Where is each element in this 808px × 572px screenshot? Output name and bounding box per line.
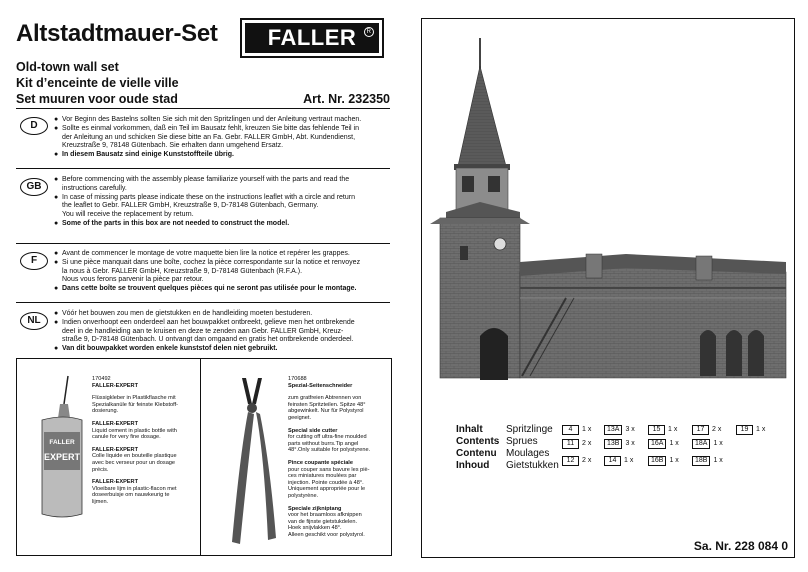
product-text-block [288,506,386,539]
part-quantity: 1 x [582,426,592,433]
product-text-line: doseerbuisje om nauwkeurig te [92,492,170,499]
sa-number: Sa. Nr. 228 084 0 [693,539,788,553]
part-quantity: 1 x [713,457,723,464]
bullet-icon: ● [54,151,59,159]
product-block-title: Speciale zijkniptang [288,505,342,512]
part-quantity: 3 x [625,440,635,447]
product-text-line: lijmen. [92,498,109,505]
part-quantity: 1 x [668,426,678,433]
bullet-icon: ● [54,285,59,293]
section-divider [16,243,390,244]
instruction-text: Vor Beginn des Bastelns sollten Sie sich mit den Spritzlingen und der Anleitung vertraut machen. [62,116,362,123]
instruction-line [54,310,388,319]
glue-name: FALLER-EXPERT [92,382,138,389]
part-entry [736,425,765,435]
instruction-text: straße 9, D-78148 Gütenbach. U ontvangt dan omgaand en gratis het ontbrekende onderdeel. [62,336,354,344]
part-entry [692,425,721,435]
product-text-block [288,428,386,454]
instruction-line [54,258,388,268]
product-text-line: Hoek snijvlakken 48°. [288,525,342,532]
instruction-line [54,124,388,134]
product-block-title: FALLER-EXPERT [92,420,138,427]
product-text-block [92,395,196,415]
product-text-line: abgewinkelt. Nur für Polystyrol [288,408,364,415]
part-entry [562,425,591,435]
part-quantity: 1 x [713,440,723,447]
language-badge: D [20,117,48,135]
product-text-line: Alleen geschikt voor polystyrol. [288,531,365,538]
glue-info [92,376,196,506]
part-number: 13B [604,439,622,449]
part-entry [648,425,677,435]
part-entry [562,439,591,449]
instruction-line [62,202,388,211]
part-quantity: 1 x [669,440,679,447]
instruction-line [54,176,388,185]
instruction-paragraph [54,176,388,229]
bullet-icon: ● [54,176,59,183]
part-quantity: 1 x [669,457,679,464]
instruction-text: Vóór het bouwen zou men de gietstukken en de handleiding moeten bestuderen. [62,310,313,317]
product-block-title: FALLER-EXPERT [92,446,138,453]
instruction-text: la nous à Gebr. FALLER GmbH, Kreuzstraße 9, D-78148 Gütenbach (R.F.A.). [62,267,303,275]
part-number: 16B [648,456,666,466]
product-text-line: parts without burrs.Tip angel [288,440,359,447]
part-entry [604,439,635,449]
subtitle-en: Old-town wall set [16,60,119,74]
product-text-block [288,460,386,500]
part-entry [692,439,723,449]
contents-term-nl: Gietstukken [506,460,559,471]
instruction-line [54,318,388,328]
product-text-line: Colle liquide en bouteille plastique [92,453,177,460]
cutter-info [288,376,386,538]
instruction-text: Before commencing with the assembly please familiarize yourself with the parts and read the [62,176,350,183]
product-text-block [92,421,196,441]
faller-logo: FALLER R [240,18,384,58]
subtitle-nl: Set muuren voor oude stad [16,92,178,106]
bullet-icon: ● [54,250,59,257]
instruction-paragraph [54,116,388,160]
product-text-line: polystyrène. [288,492,319,499]
product-text-line: pour couper sans bavure les piè- [288,466,370,473]
product-block-title: Pince coupante spéciale [288,459,353,466]
part-quantity: 3 x [625,426,635,433]
instruction-line [62,276,388,285]
instruction-line [62,142,388,151]
side-cutter-icon [218,374,282,550]
part-quantity: 2 x [582,457,592,464]
instruction-text: Van dit bouwpakket worden enkele kunststof delen niet gebruikt. [62,345,278,353]
instruction-paragraph [54,310,388,354]
instruction-line [54,193,388,203]
part-number: 19 [736,425,753,435]
page-title: Altstadtmauer-Set [16,20,218,47]
instruction-line [62,268,388,277]
product-text-line: 48°.Only suitable for polystyrene. [288,447,371,454]
product-text-line: Liquid cement in plastic bottle with [92,427,177,434]
bullet-icon: ● [54,193,59,201]
product-text-line: voor het braamloos afknippen [288,512,362,519]
header-divider [16,108,390,109]
part-quantity: 2 x [582,440,592,447]
contents-term-de: Spritzlinge [506,424,553,435]
instruction-text: deeI in de handleiding aan te kruisen en deze te zenden aan Gebr. FALLER GmbH, Kreuz- [62,327,344,335]
instruction-line [62,211,388,220]
instruction-text: instructions carefully. [62,184,127,192]
product-text-line: feinsten Spritzteilen. Spitze 48° [288,401,366,408]
product-text-line: avec bec verseur pour un dosage [92,459,176,466]
product-block-title: FALLER-EXPERT [92,479,138,486]
part-number: 14 [604,456,621,466]
product-text-line: for cutting off ultra-fine moulded [288,434,367,441]
subtitle-fr: Kit d’enceinte de vielle ville [16,76,179,90]
part-quantity: 1 x [624,457,634,464]
part-number: 15 [648,425,665,435]
cutter-nr: 170688 [288,376,307,382]
bullet-icon: ● [54,258,59,266]
product-text-line: Vloeibare lijm in plastic-flacon met [92,485,177,492]
instruction-line [54,151,388,160]
bullet-icon: ● [54,345,59,353]
contents-label-de: Inhalt [456,424,483,435]
cutter-name: Spezial-Seitenschneider [288,382,353,389]
part-quantity: 2 x [712,426,722,433]
instruction-line [54,285,388,294]
instruction-paragraph [54,250,388,294]
bullet-icon: ● [54,318,59,326]
instruction-text: Kreuzstraße 9, 78148 Gütenbach. Sie erhalten dann umgehend Ersatz. [62,142,284,150]
product-text-line: Spezialkanüle für feinste Klebstoff- [92,401,179,408]
contents-label-fr: Contenu [456,448,497,459]
contents-label-en: Contents [456,436,500,447]
instruction-line [54,345,388,354]
bullet-icon: ● [54,124,59,132]
bullet-icon: ● [54,219,59,227]
instruction-text: You will receive the replacement by return. [62,211,194,219]
instruction-text: In diesem Bausatz sind einige Kunststoffteile übrig. [62,151,234,159]
products-divider [200,358,201,556]
part-number: 4 [562,425,579,435]
part-entry [604,425,635,435]
product-text-line: canule for very fine dosage. [92,434,161,441]
contents-terms [506,424,559,472]
part-number: 18A [692,439,710,449]
instruction-text: the leaflet to Gebr. FALLER GmbH, Kreuzstraße 9, D-78148 Gütenbach, Germany. [62,202,319,210]
instruction-line [62,336,388,345]
part-number: 11 [562,439,579,449]
contents-label-nl: Inhoud [456,460,490,471]
article-number: Art. Nr. 232350 [303,92,390,106]
contents-term-fr: Moulages [506,448,550,459]
logo-text: FALLER [267,25,357,50]
part-number: 13A [604,425,622,435]
product-text-line: van de fijnste gietstukdelen. [288,518,358,525]
product-text-block [92,479,196,505]
instruction-text: der Anleitung an und schicken Sie diese bitte an Fa. Gebr. FALLER GmbH, Abt. Kundendienst, [62,133,356,141]
contents-labels [456,424,499,472]
part-quantity: 1 x [756,426,766,433]
instruction-text: Indien onverhoopt een onderdeel aan het bouwpakket ontbreekt, gelieve men het ontbrekende [62,318,355,326]
instruction-line [62,328,388,337]
instruction-line [62,185,388,194]
product-block-title: Special side cutter [288,427,338,434]
instruction-line [54,219,388,229]
glue-bottle-icon [24,374,84,524]
section-divider [16,302,390,303]
instruction-line [54,116,388,125]
part-entry [648,439,679,449]
part-number: 18B [692,456,710,466]
part-entry [604,456,633,466]
language-badge: NL [20,312,48,330]
part-number: 12 [562,456,579,466]
product-text-line: ces miniatures moulées par [288,473,357,480]
old-town-wall-model-image [426,36,788,382]
product-text-block [288,395,386,421]
language-badge: GB [20,178,48,196]
instruction-text: Dans cette boîte se trouvent quelques pièces qui ne seront pas utilisée pour le montage. [62,285,357,293]
part-entry [648,456,679,466]
product-text-block [92,447,196,473]
product-text-line: zum gratfreien Abtrennen von [288,395,362,402]
instruction-text: Nous vous ferons parvenir la pièce par retour. [62,276,204,284]
product-text-line: geeignet. [288,414,312,421]
product-text-line: Flüssigkleber in Plastikflasche mit [92,395,176,402]
instruction-text: Some of the parts in this box are not needed to construct the model. [62,219,290,227]
instruction-text: Avant de commencer le montage de votre maquette bien lire la notice et repérer les grappes. [62,250,350,257]
contents-term-en: Sprues [506,436,538,447]
part-entry [562,456,591,466]
instruction-text: In case of missing parts please indicate these on the instructions leaflet with a circle and return [62,193,355,201]
part-number: 17 [692,425,709,435]
product-text-line: injection. Pointe coudée à 48°. [288,479,364,486]
instruction-text: Si une pièce manquait dans une boîte, cochez la pièce correspondante sur la notice et renvoyez [62,258,361,266]
language-badge: F [20,252,48,270]
section-divider [16,168,390,169]
part-entry [692,456,723,466]
bullet-icon: ● [54,116,59,123]
bullet-icon: ● [54,310,59,317]
part-number: 16A [648,439,666,449]
instruction-text: Sollte es einmal vorkommen, daß ein Teil im Bausatz fehlt, kreuzen Sie bitte das fehlende Teil in [62,124,360,132]
product-text-line: précis. [92,466,109,473]
bottle-label-expert: EXPERT [43,452,81,462]
instruction-line [62,134,388,143]
product-text-line: Uniquement appropriée pour le [288,486,366,493]
glue-nr: 170492 [92,376,111,382]
product-text-line: dosierung. [92,408,119,415]
instruction-line [54,250,388,259]
bottle-label-faller: FALLER [49,439,75,446]
